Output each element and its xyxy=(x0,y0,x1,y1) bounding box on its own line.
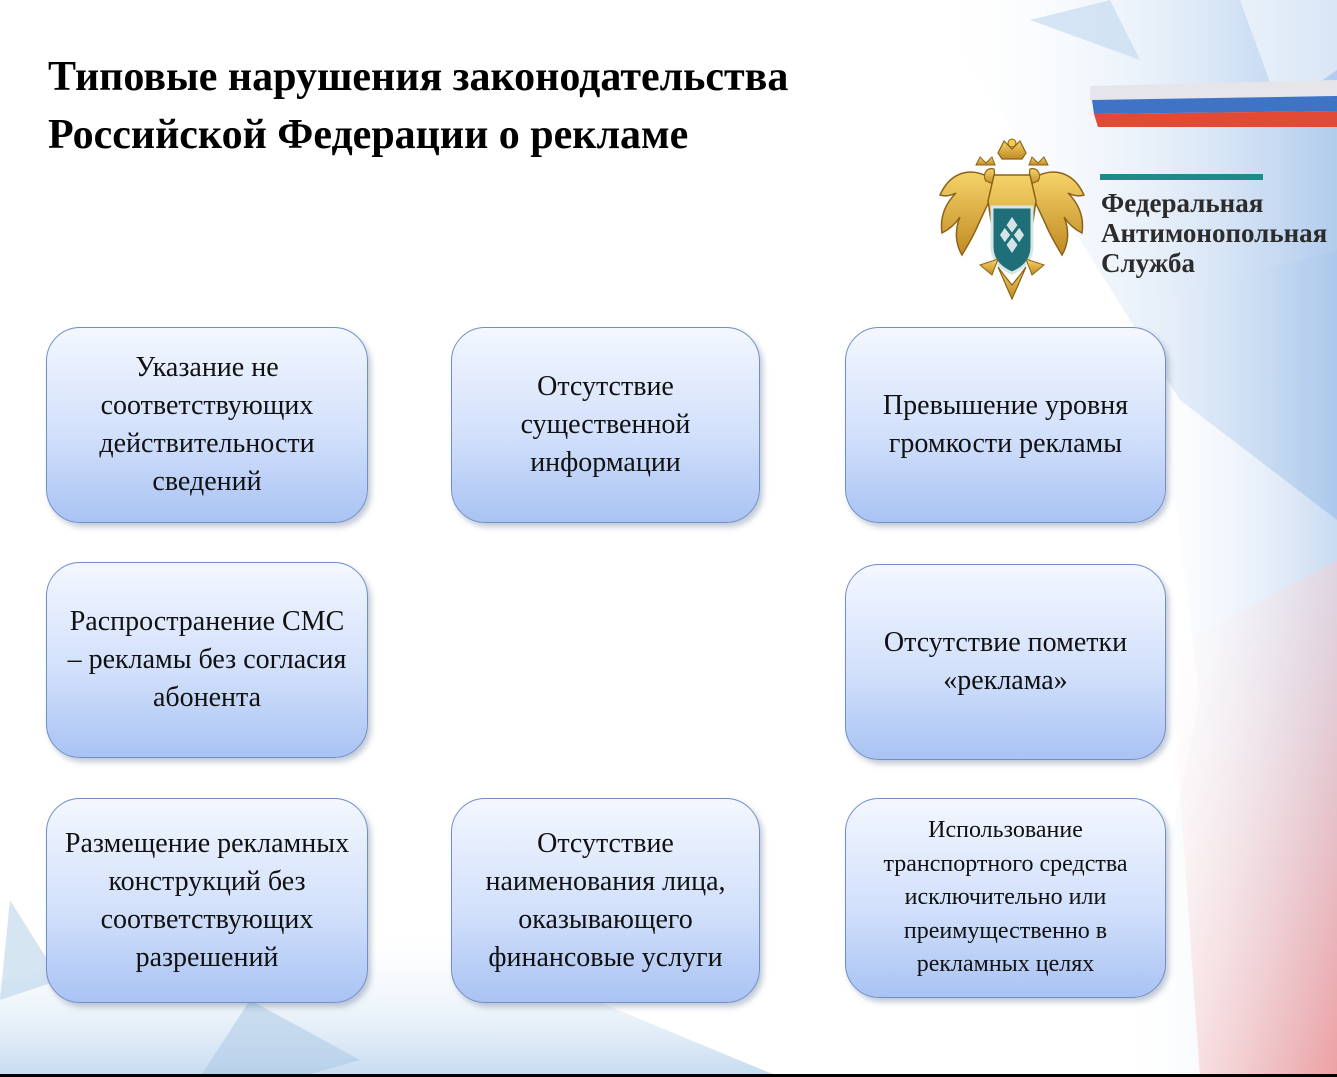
logo-text-line-2: Антимонопольная xyxy=(1101,218,1328,248)
logo-text-line-3: Служба xyxy=(1101,248,1196,278)
violation-text: Размещение рекламных конструкций без соответствующих разрешений xyxy=(64,827,350,973)
violation-text: Распространение СМС – рекламы без согласия абонента xyxy=(67,606,347,713)
violation-box-missing-ad-label xyxy=(845,564,1166,760)
fas-logo-text xyxy=(1101,188,1337,278)
logo-text-line-1: Федеральная xyxy=(1101,188,1264,218)
violation-box-vehicle-advertising xyxy=(845,798,1166,998)
violation-box-missing-provider-name xyxy=(451,798,760,1003)
violation-text: Указание не соответствующих действительности сведений xyxy=(99,352,315,497)
violation-text: Использование транспортного средства исключительно или преимущественно в рекламных целях xyxy=(883,817,1128,978)
violation-box-volume-exceeded xyxy=(845,327,1166,523)
violation-box-unpermitted-structures xyxy=(46,798,368,1003)
violation-box-false-information xyxy=(46,327,368,523)
violation-text: Отсутствие пометки «реклама» xyxy=(883,627,1128,696)
eagle-emblem-icon xyxy=(932,135,1092,305)
violation-box-missing-information xyxy=(451,327,760,523)
violation-box-sms-advertising xyxy=(46,562,368,758)
violation-text: Превышение уровня громкости рекламы xyxy=(882,390,1129,459)
violation-text: Отсутствие существенной информации xyxy=(520,371,691,478)
slide-title-line-2: Российской Федерации о рекламе xyxy=(48,112,689,158)
slide-title xyxy=(48,48,948,164)
slide-title-line-1: Типовые нарушения законодательства xyxy=(48,54,789,100)
violation-text: Отсутствие наименования лица, оказывающего финансовые услуги xyxy=(485,827,726,973)
logo-divider xyxy=(1100,174,1263,180)
